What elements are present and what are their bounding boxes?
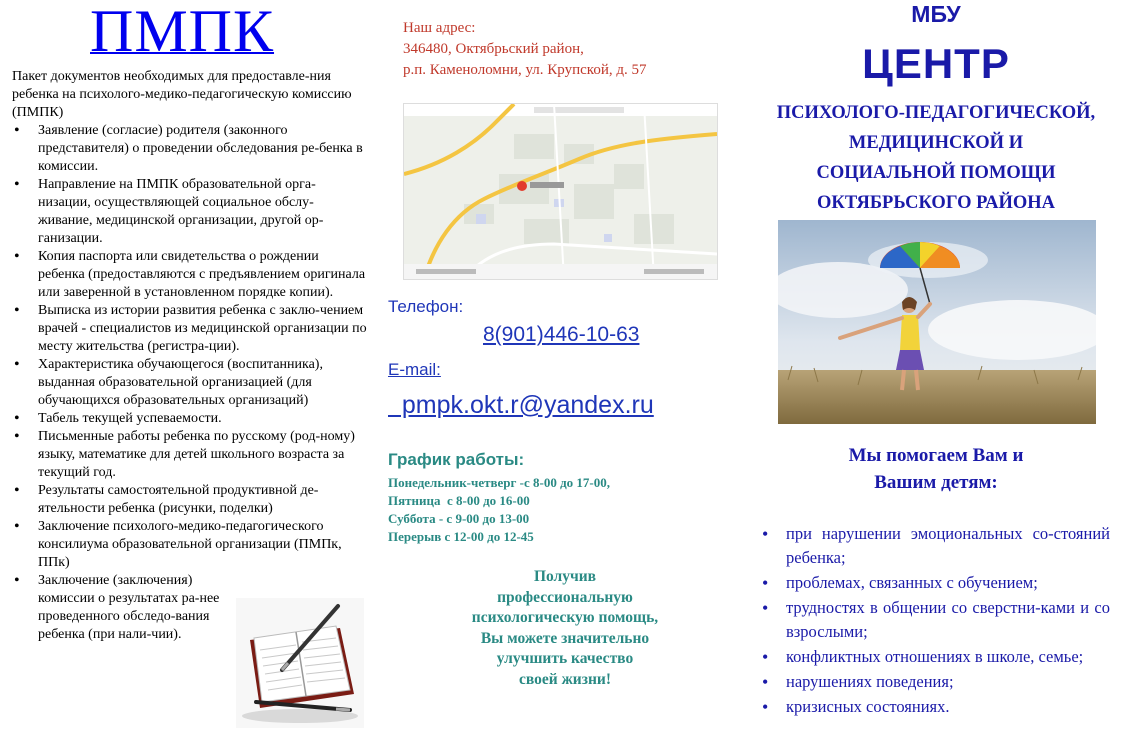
org-type: МБУ xyxy=(911,1,961,27)
list-item: • кризисных состояниях. xyxy=(760,695,1110,719)
help-heading-line: Вашим детям: xyxy=(874,472,998,493)
subtitle-line: МЕДИЦИНСКОЙ И xyxy=(848,133,1024,153)
schedule-line: Суббота - с 9-00 до 13-00 xyxy=(388,511,530,526)
subtitle-line: ОКТЯБРЬСКОГО РАЙОНА xyxy=(817,193,1055,213)
map-image[interactable] xyxy=(403,103,718,280)
org-subtitle xyxy=(760,98,1112,218)
email-link[interactable]: pmpk.okt.r@yandex.ru xyxy=(388,391,654,419)
pmpk-title[interactable]: ПМПК xyxy=(90,0,275,64)
schedule-line: Пятница с 8-00 до 16-00 xyxy=(388,493,530,508)
subtitle-line: СОЦИАЛЬНОЙ ПОМОЩИ xyxy=(816,163,1056,183)
list-item: • нарушениях поведения; xyxy=(760,670,1110,694)
slogan-line: Вы можете значительно xyxy=(480,629,650,647)
umbrella-girl-photo xyxy=(778,220,1096,424)
help-heading xyxy=(760,442,1112,496)
list-item: • проблемах, связанных с обучением; xyxy=(760,571,1110,595)
address-line: 346480, Октябрьский район, xyxy=(403,41,584,57)
list-item: • Заявление (согласие) родителя (законного представителя) о проведении обследования ре-бенка в комиссии. xyxy=(12,122,367,176)
list-item: • Выписка из истории развития ребенка с заклю-чением врачей - специалистов из медицинской организации по месту жительства (регистра-ции). xyxy=(12,302,367,356)
list-item: • Табель текущей успеваемости. xyxy=(12,410,367,428)
notebook-pen-image xyxy=(236,598,364,728)
slogan xyxy=(410,567,720,690)
documents-list xyxy=(12,122,367,644)
list-item: • Письменные работы ребенка по русскому (род-ному) языку, математике для детей школьного возраста за текущий год. xyxy=(12,428,367,482)
email-label: E-mail: xyxy=(388,360,441,379)
slogan-line: профессиональную xyxy=(497,588,633,606)
list-item: • Копия паспорта или свидетельства о рождении ребенка (предоставляются с предъявлением оригинала или заверенной в установленном порядке копии). xyxy=(12,248,367,302)
slogan-line: Получив xyxy=(533,568,597,585)
list-item: • трудностях в общении со сверстни-ками и со взрослыми; xyxy=(760,596,1110,644)
phone-number[interactable]: 8(901)446-10-63 xyxy=(483,323,640,346)
subtitle-line: ПСИХОЛОГО-ПЕДАГОГИЧЕСКОЙ, xyxy=(776,103,1096,123)
list-item: • Заключение психолого-медико-педагогического консилиума образовательной организации (ПМПк, ППк) xyxy=(12,518,367,572)
slogan-line: улучшить качество xyxy=(496,650,634,667)
address-line: р.п. Каменоломни, ул. Крупской, д. 57 xyxy=(403,62,647,78)
help-list xyxy=(760,522,1110,720)
list-item: • Направление на ПМПК образовательной орга-низации, осуществляющей социальное обслу-живание, медицинской организации, другой ор-ганизации. xyxy=(12,176,367,248)
list-item: • конфликтных отношениях в школе, семье; xyxy=(760,645,1110,669)
address-label: Наш адрес: xyxy=(403,20,476,36)
help-heading-line: Мы помогаем Вам и xyxy=(848,445,1024,466)
documents-intro: Пакет документов необходимых для предоставле-ния ребенка на психолого-медико-педагогическую комиссию (ПМПК) xyxy=(12,69,352,120)
schedule-line: Перерыв с 12-00 до 12-45 xyxy=(388,529,534,544)
list-item: • Заключение (заключения) комиссии о результатах ра-нее проведенного обследо-вания ребенка (при нали-чии). xyxy=(12,572,233,644)
org-title: ЦЕНТР xyxy=(862,40,1010,87)
schedule-title: График работы: xyxy=(388,450,525,469)
list-item: • Результаты самостоятельной продуктивной де-ятельности ребенка (рисунки, поделки) xyxy=(12,482,367,518)
schedule-line: Понедельник-четверг -с 8-00 до 17-00, xyxy=(388,475,611,490)
slogan-line: своей жизни! xyxy=(518,670,611,688)
slogan-line: психологическую помощь, xyxy=(471,609,659,626)
phone-label: Телефон: xyxy=(388,297,464,316)
list-item: • Характеристика обучающегося (воспитанника), выданная образовательной организацией (для обучающихся образовательных организаций) xyxy=(12,356,367,410)
list-item: • при нарушении эмоциональных со-стояний ребенка; xyxy=(760,522,1110,570)
